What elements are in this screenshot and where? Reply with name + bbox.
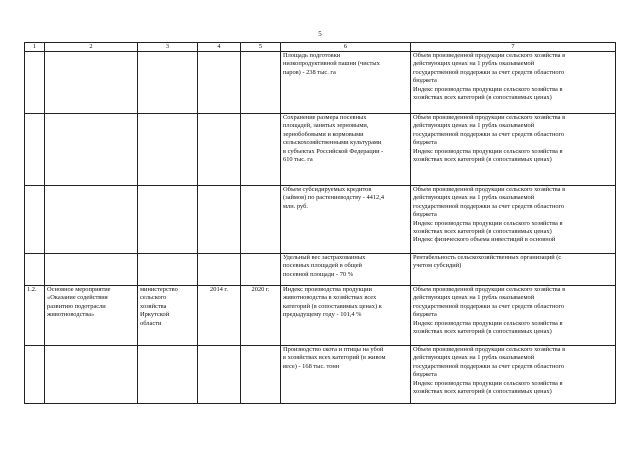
text-line: хозяйствах всех категорий (в сопоставимых ценах) <box>413 328 552 336</box>
executor-cell <box>138 346 198 404</box>
text-line: хозяйствах всех категорий (в сопоставимых ценах) <box>413 388 552 396</box>
text-line: бюджета <box>413 311 437 319</box>
text-line: хозяйствах всех категорий (в сопоставимых ценах) <box>413 94 552 102</box>
text-line: предыдущему году - 101,4 % <box>283 311 362 319</box>
text-line: бюджета <box>413 139 437 147</box>
row-number <box>25 186 45 254</box>
indicator-cell <box>281 114 411 186</box>
text-line: 610 тыс. га <box>283 156 313 164</box>
text-line: «Оказание содействия <box>47 294 108 302</box>
text-line: Объем произведенной продукции сельского хозяйства в <box>413 114 566 121</box>
text-line: сельского <box>140 294 167 302</box>
text-line: посевной площади - 70 % <box>283 270 354 278</box>
text-line: Рентабельность сельскохозяйственных организаций (с <box>413 254 562 261</box>
measure-name <box>45 186 138 254</box>
end-year <box>241 254 281 286</box>
text-line: действующих ценах на 1 рубль оказываемой <box>413 194 535 202</box>
table-row <box>25 286 616 346</box>
text-line: Индекс производства продукции сельского хозяйства в <box>413 219 563 227</box>
text-line: бюджета <box>413 211 437 219</box>
column-number: 2 <box>45 43 138 52</box>
text-line: в хозяйствах всех категорий (в живом <box>283 354 386 362</box>
table-body <box>25 52 616 404</box>
text-line: развитию подотрасли <box>47 302 106 310</box>
text-line: Индекс производства продукции сельского хозяйства в <box>413 85 563 93</box>
indicator-cell <box>281 254 411 286</box>
text-line: площадей, занятых зерновыми, <box>283 122 369 130</box>
measure-name <box>45 286 138 346</box>
text-line: паров) - 238 тыс. га <box>283 68 336 76</box>
start-year <box>198 52 241 114</box>
indicator-cell <box>281 186 411 254</box>
text-line: Объем произведенной продукции сельского хозяйства в <box>413 186 566 193</box>
table-row <box>25 52 616 114</box>
text-line: весе) - 168 тыс. тонн <box>283 362 340 370</box>
text-line: действующих ценах на 1 рубль оказываемой <box>413 294 535 302</box>
text-line: Производство скота и птицы на убой <box>283 346 384 353</box>
text-line: хозяйствах всех категорий (в сопоставимых ценах) <box>413 156 552 164</box>
effect-cell <box>411 286 616 346</box>
text-line: (займов) по растениеводству - 4412,4 <box>283 194 385 202</box>
measure-name <box>45 254 138 286</box>
start-year <box>198 186 241 254</box>
executor-cell <box>138 186 198 254</box>
text-line: Индекс производства продукции <box>283 286 372 293</box>
text-line: учетом субсидий) <box>413 262 462 270</box>
column-number: 1 <box>25 43 45 52</box>
effect-cell <box>411 186 616 254</box>
column-number: 7 <box>411 43 616 52</box>
column-number: 4 <box>198 43 241 52</box>
executor-cell <box>138 254 198 286</box>
text-line: животноводства» <box>47 311 95 319</box>
text-line: низкопродуктивной пашни (чистых <box>283 60 380 68</box>
executor-cell <box>138 52 198 114</box>
text-line: Сохранение размера посевных <box>283 114 367 121</box>
column-number: 3 <box>138 43 198 52</box>
text-line: зернобобовыми и кормовыми <box>283 130 364 138</box>
end-year: 2020 г. <box>241 286 281 346</box>
executor-cell <box>138 114 198 186</box>
text-line: хозяйствах всех категорий (в сопоставимых ценах) <box>413 228 552 236</box>
measure-name <box>45 346 138 404</box>
text-line: государственной поддержки за счет средств областного <box>413 130 565 138</box>
text-line: Объем произведенной продукции сельского хозяйства в <box>413 346 566 353</box>
indicator-cell <box>281 346 411 404</box>
text-line: животноводства в хозяйствах всех <box>283 294 377 302</box>
text-line: сельскохозяйственными культурами <box>283 139 382 147</box>
row-number <box>25 114 45 186</box>
text-line: Основное мероприятие <box>47 286 111 293</box>
text-line: действующих ценах на 1 рубль оказываемой <box>413 122 535 130</box>
start-year: 2014 г. <box>198 286 241 346</box>
text-line: хозяйства <box>140 302 167 310</box>
text-line: действующих ценах на 1 рубль оказываемой <box>413 354 535 362</box>
text-line: Площадь подготовки <box>283 52 341 59</box>
text-line: Удельный вес застрахованных <box>283 254 366 261</box>
table-row <box>25 346 616 404</box>
text-line: области <box>140 319 162 327</box>
text-line: действующих ценах на 1 рубль оказываемой <box>413 60 535 68</box>
text-line: Индекс производства продукции сельского хозяйства в <box>413 147 563 155</box>
measure-name <box>45 52 138 114</box>
text-line: государственной поддержки за счет средств областного <box>413 362 565 370</box>
text-line: бюджета <box>413 77 437 85</box>
page-number: 5 <box>318 30 322 38</box>
table-row <box>25 114 616 186</box>
indicator-cell <box>281 286 411 346</box>
text-line: министерство <box>140 286 178 293</box>
text-line: Индекс производства продукции сельского хозяйства в <box>413 379 563 387</box>
text-line: государственной поддержки за счет средств областного <box>413 202 565 210</box>
end-year <box>241 114 281 186</box>
row-number: 1.2. <box>25 286 45 346</box>
column-number: 5 <box>241 43 281 52</box>
effect-cell <box>411 254 616 286</box>
measure-name <box>45 114 138 186</box>
text-line: посевных площадей в общей <box>283 262 362 270</box>
table-row <box>25 186 616 254</box>
text-line: государственной поддержки за счет средств областного <box>413 68 565 76</box>
text-line: Индекс физического объема инвестиций в основной <box>413 236 556 244</box>
start-year <box>198 346 241 404</box>
text-line: Объем произведенной продукции сельского хозяйства в <box>413 286 566 293</box>
text-line: государственной поддержки за счет средств областного <box>413 302 565 310</box>
text-line: бюджета <box>413 371 437 379</box>
end-year <box>241 346 281 404</box>
effect-cell <box>411 52 616 114</box>
text-line: Объем произведенной продукции сельского хозяйства в <box>413 52 566 59</box>
row-number <box>25 346 45 404</box>
text-line: Индекс производства продукции сельского хозяйства в <box>413 319 563 327</box>
table-row <box>25 254 616 286</box>
program-measures-table <box>24 42 616 404</box>
column-number: 6 <box>281 43 411 52</box>
indicator-cell <box>281 52 411 114</box>
text-line: в субъектах Российской Федерации - <box>283 147 384 155</box>
start-year <box>198 254 241 286</box>
effect-cell <box>411 346 616 404</box>
start-year <box>198 114 241 186</box>
column-number-row <box>25 43 616 52</box>
end-year <box>241 186 281 254</box>
text-line: млн. руб. <box>283 202 308 210</box>
effect-cell <box>411 114 616 186</box>
row-number <box>25 52 45 114</box>
executor-cell <box>138 286 198 346</box>
text-line: категорий (в сопоставимых ценах) к <box>283 302 382 310</box>
row-number <box>25 254 45 286</box>
text-line: Иркутской <box>140 311 170 319</box>
end-year <box>241 52 281 114</box>
text-line: Объем субсидируемых кредитов <box>283 186 372 193</box>
